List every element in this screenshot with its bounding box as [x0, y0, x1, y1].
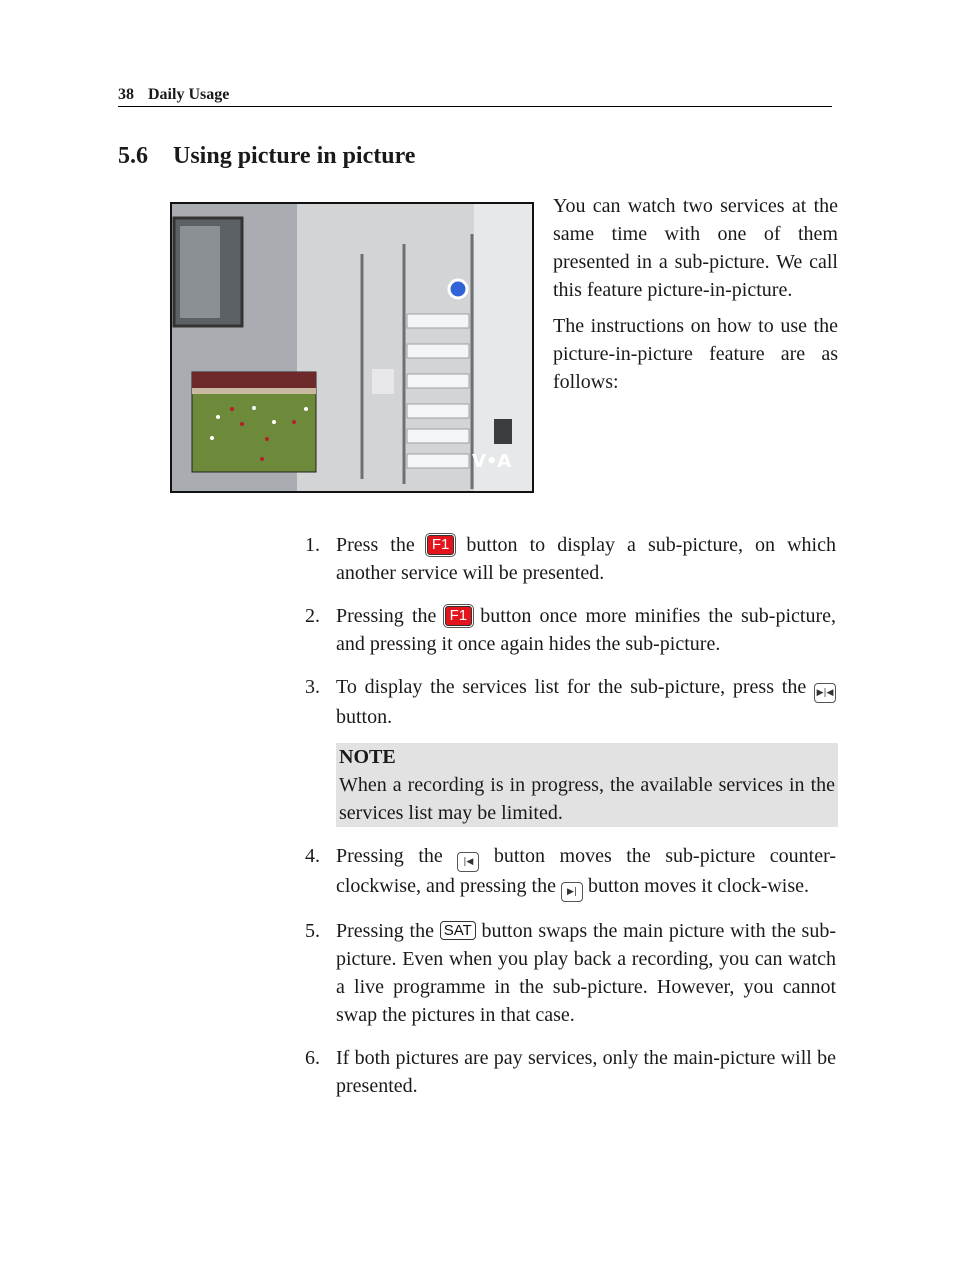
section-title [118, 143, 415, 170]
step-text: button moves the sub-picture counter-clockwise, and pressing the [336, 845, 837, 897]
sat-key-icon: SAT [440, 921, 476, 940]
section-title-text: Using picture in picture [173, 143, 416, 169]
list-item [305, 531, 836, 587]
step-text: To display the services list for the sub-picture, press the [336, 676, 814, 698]
instruction-list [305, 531, 836, 1115]
list-item [305, 1044, 836, 1100]
pip-screenshot [170, 202, 534, 493]
skip-back-icon: |◀ [457, 852, 479, 872]
intro-paragraph: The instructions on how to use the picture-in-picture feature are as follows: [553, 315, 838, 393]
note-text: When a recording is in progress, the available services in the services list may be limited. [339, 774, 835, 824]
list-toggle-icon: ▶|◀ [814, 683, 836, 703]
list-item [305, 917, 836, 1029]
list-number: 6. [305, 1047, 320, 1069]
step-text: button once more minifies the sub-picture, and pressing it once again hides the sub-picture. [336, 605, 836, 655]
note [336, 743, 838, 827]
step-text: button swaps the main picture with the sub-picture. Even when you play back a recording, you can watch a live programme in the sub-picture. However, you cannot swap the pictures in that case. [336, 920, 836, 1026]
step-text: Pressing the [336, 845, 458, 867]
list-number: 3. [305, 676, 320, 698]
list-number: 2. [305, 605, 320, 627]
list-number: 5. [305, 920, 320, 942]
step-text: Pressing the [336, 605, 445, 627]
f1-key-icon: F1 [427, 535, 455, 555]
list-number: 4. [305, 845, 320, 867]
list-item [305, 673, 836, 731]
step-text: Pressing the [336, 920, 440, 942]
note-title: NOTE [339, 746, 396, 768]
f1-key-icon: F1 [445, 606, 473, 626]
intro-paragraph: You can watch two services at the same time with one of them presented in a sub-picture. We call this feature picture-in-picture. [553, 195, 838, 301]
page-number: 38 [118, 86, 134, 103]
step-text: button moves it clock-wise. [582, 875, 810, 897]
section-number: 5.6 [118, 143, 148, 169]
list-item [305, 842, 836, 902]
step-text: Press the [336, 534, 427, 556]
step-text: button to display a sub-picture, on which another service will be presented. [336, 534, 836, 584]
note-box [336, 743, 836, 827]
intro-text [553, 192, 838, 404]
page-header [118, 86, 832, 107]
step-text: button. [336, 706, 393, 728]
list-number: 1. [305, 534, 320, 556]
list-item [305, 602, 836, 658]
skip-forward-icon: ▶| [561, 882, 583, 902]
step-text: If both pictures are pay services, only the main-picture will be presented. [336, 1047, 836, 1097]
chapter-title: Daily Usage [148, 86, 230, 103]
tv-watermark: V•A [472, 451, 512, 472]
